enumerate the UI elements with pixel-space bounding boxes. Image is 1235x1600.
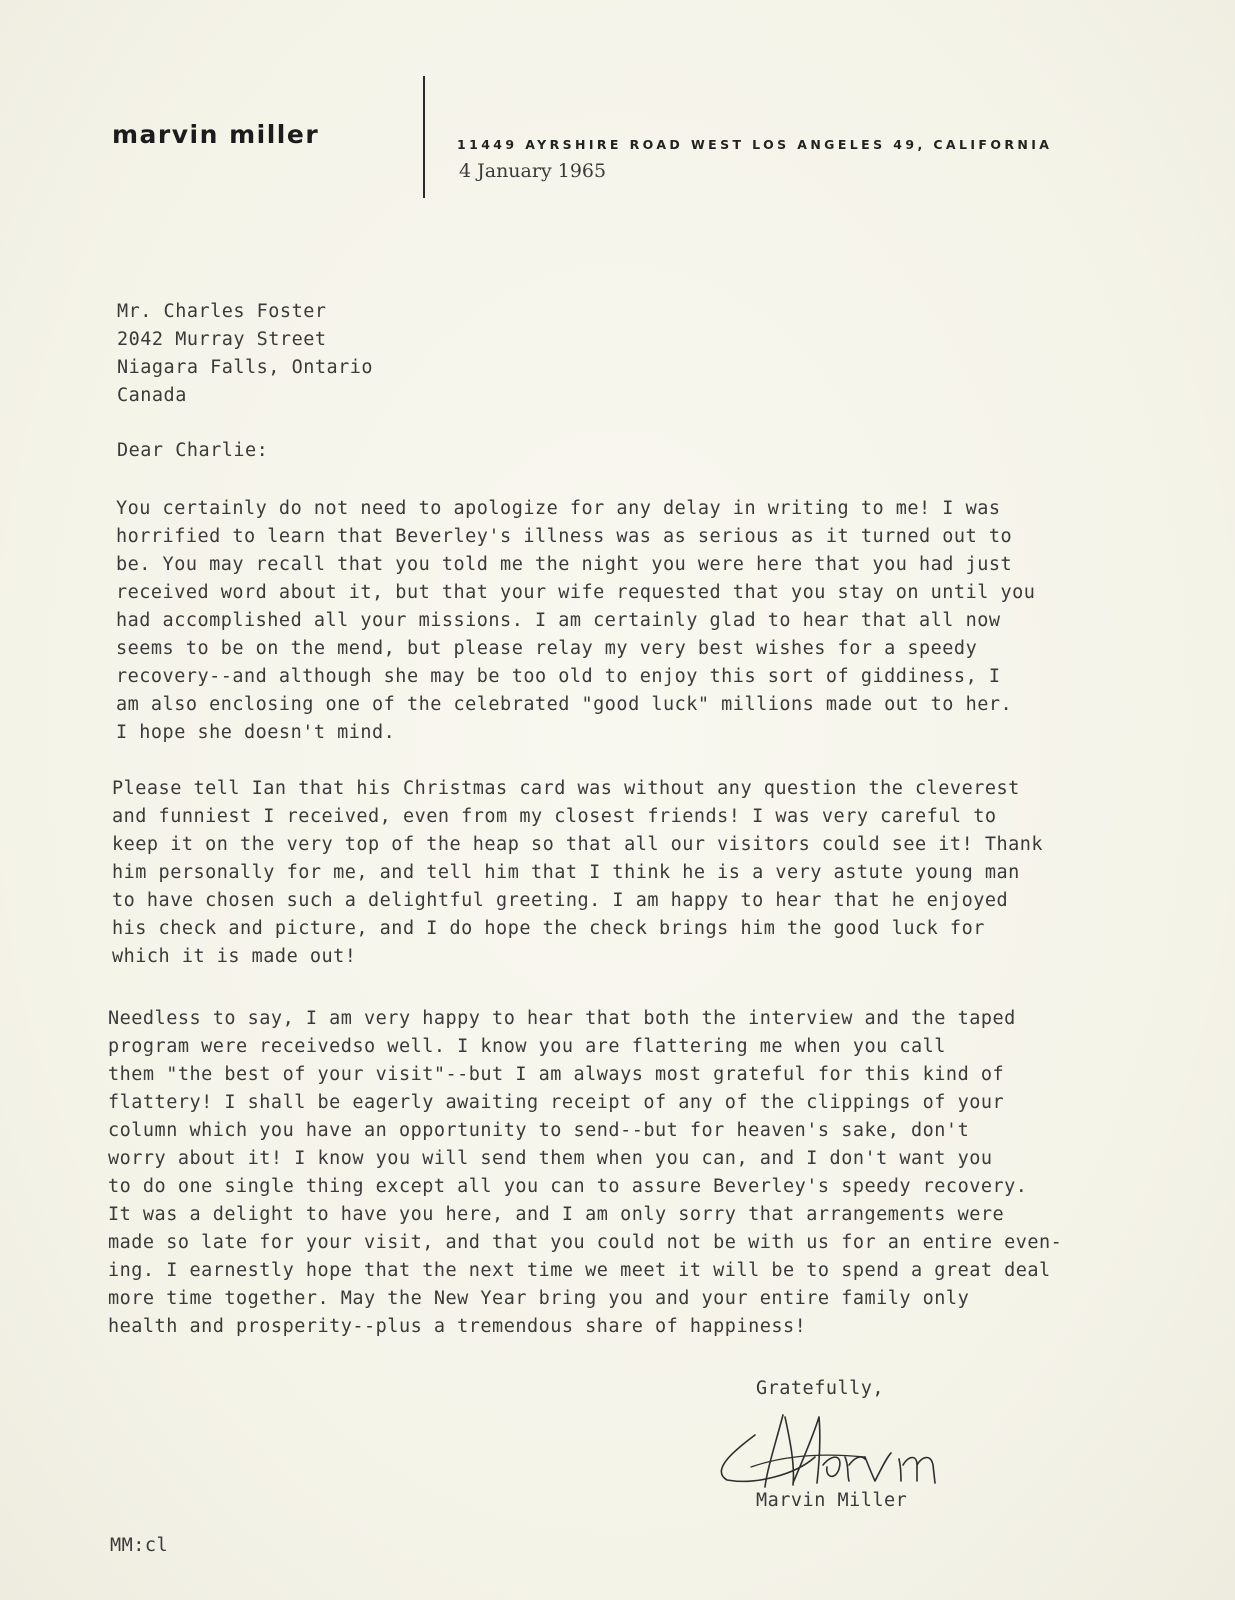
body-line: received word about it, but that your wife requested that you stay on until you xyxy=(116,582,1036,603)
body-line: worry about it! I know you will send them when you can, and I don't want you xyxy=(108,1148,993,1169)
body-line: I hope she doesn't mind. xyxy=(116,722,396,743)
recipient-line: Canada xyxy=(117,385,187,406)
body-line: be. You may recall that you told me the night you were here that you had just xyxy=(116,554,1013,575)
signer-name: Marvin Miller xyxy=(756,1490,908,1511)
body-line: to do one single thing except all you can to assure Beverley's speedy recovery. xyxy=(108,1176,1028,1197)
recipient-line: 2042 Murray Street xyxy=(117,329,327,350)
body-line: had accomplished all your missions. I am certainly glad to hear that all now xyxy=(116,610,1001,631)
body-line: keep it on the very top of the heap so that all our visitors could see it! Thank xyxy=(112,834,1044,855)
letterhead-divider xyxy=(423,76,425,198)
body-paragraph-1 xyxy=(116,495,1035,747)
salutation: Dear Charlie: xyxy=(117,440,269,461)
body-line: them "the best of your visit"--but I am always most grateful for this kind of xyxy=(108,1064,1005,1085)
recipient-address xyxy=(117,298,373,410)
body-line: his check and picture, and I do hope the check brings him the good luck for xyxy=(112,918,985,939)
body-line: and funniest I received, even from my closest friends! I was very careful to xyxy=(112,806,997,827)
body-line: more time together. May the New Year bring you and your entire family only xyxy=(108,1288,970,1309)
body-line: Needless to say, I am very happy to hear that both the interview and the taped xyxy=(108,1008,1016,1029)
recipient-line: Niagara Falls, Ontario xyxy=(117,357,374,378)
body-line: made so late for your visit, and that you could not be with us for an entire even- xyxy=(108,1232,1063,1253)
recipient-line: Mr. Charles Foster xyxy=(117,301,327,322)
body-paragraph-3 xyxy=(108,1005,1062,1341)
body-line: ing. I earnestly hope that the next time we meet it will be to spend a great deal xyxy=(108,1260,1051,1281)
body-line: health and prosperity--plus a tremendous share of happiness! xyxy=(108,1316,807,1337)
body-line: It was a delight to have you here, and I am only sorry that arrangements were xyxy=(108,1204,1005,1225)
body-paragraph-2 xyxy=(112,775,1043,971)
body-line: program were receivedso well. I know you are flattering me when you call xyxy=(108,1036,946,1057)
closing: Gratefully, xyxy=(756,1378,885,1399)
body-line: horrified to learn that Beverley's illness was as serious as it turned out to xyxy=(116,526,1013,547)
body-line: am also enclosing one of the celebrated "good luck" millions made out to her. xyxy=(116,694,1013,715)
body-line: flattery! I shall be eagerly awaiting receipt of any of the clippings of your xyxy=(108,1092,1005,1113)
body-line: which it is made out! xyxy=(112,946,357,967)
handwritten-signature xyxy=(715,1395,965,1495)
body-line: column which you have an opportunity to send--but for heaven's sake, don't xyxy=(108,1120,970,1141)
body-line: Please tell Ian that his Christmas card was without any question the cleverest xyxy=(112,778,1020,799)
letterhead-name: marvin miller xyxy=(112,120,320,149)
reference-initials: MM:cl xyxy=(110,1535,169,1556)
body-line: to have chosen such a delightful greeting. I am happy to hear that he enjoyed xyxy=(112,890,1009,911)
body-line: seems to be on the mend, but please relay my very best wishes for a speedy xyxy=(116,638,978,659)
letter-date: 4 January 1965 xyxy=(459,160,607,182)
body-line: You certainly do not need to apologize for any delay in writing to me! I was xyxy=(116,498,1001,519)
body-line: recovery--and although she may be too old to enjoy this sort of giddiness, I xyxy=(116,666,1001,687)
letterhead-address: 11449 AYRSHIRE ROAD WEST LOS ANGELES 49, CALIFORNIA xyxy=(457,137,1053,152)
body-line: him personally for me, and tell him that I think he is a very astute young man xyxy=(112,862,1020,883)
